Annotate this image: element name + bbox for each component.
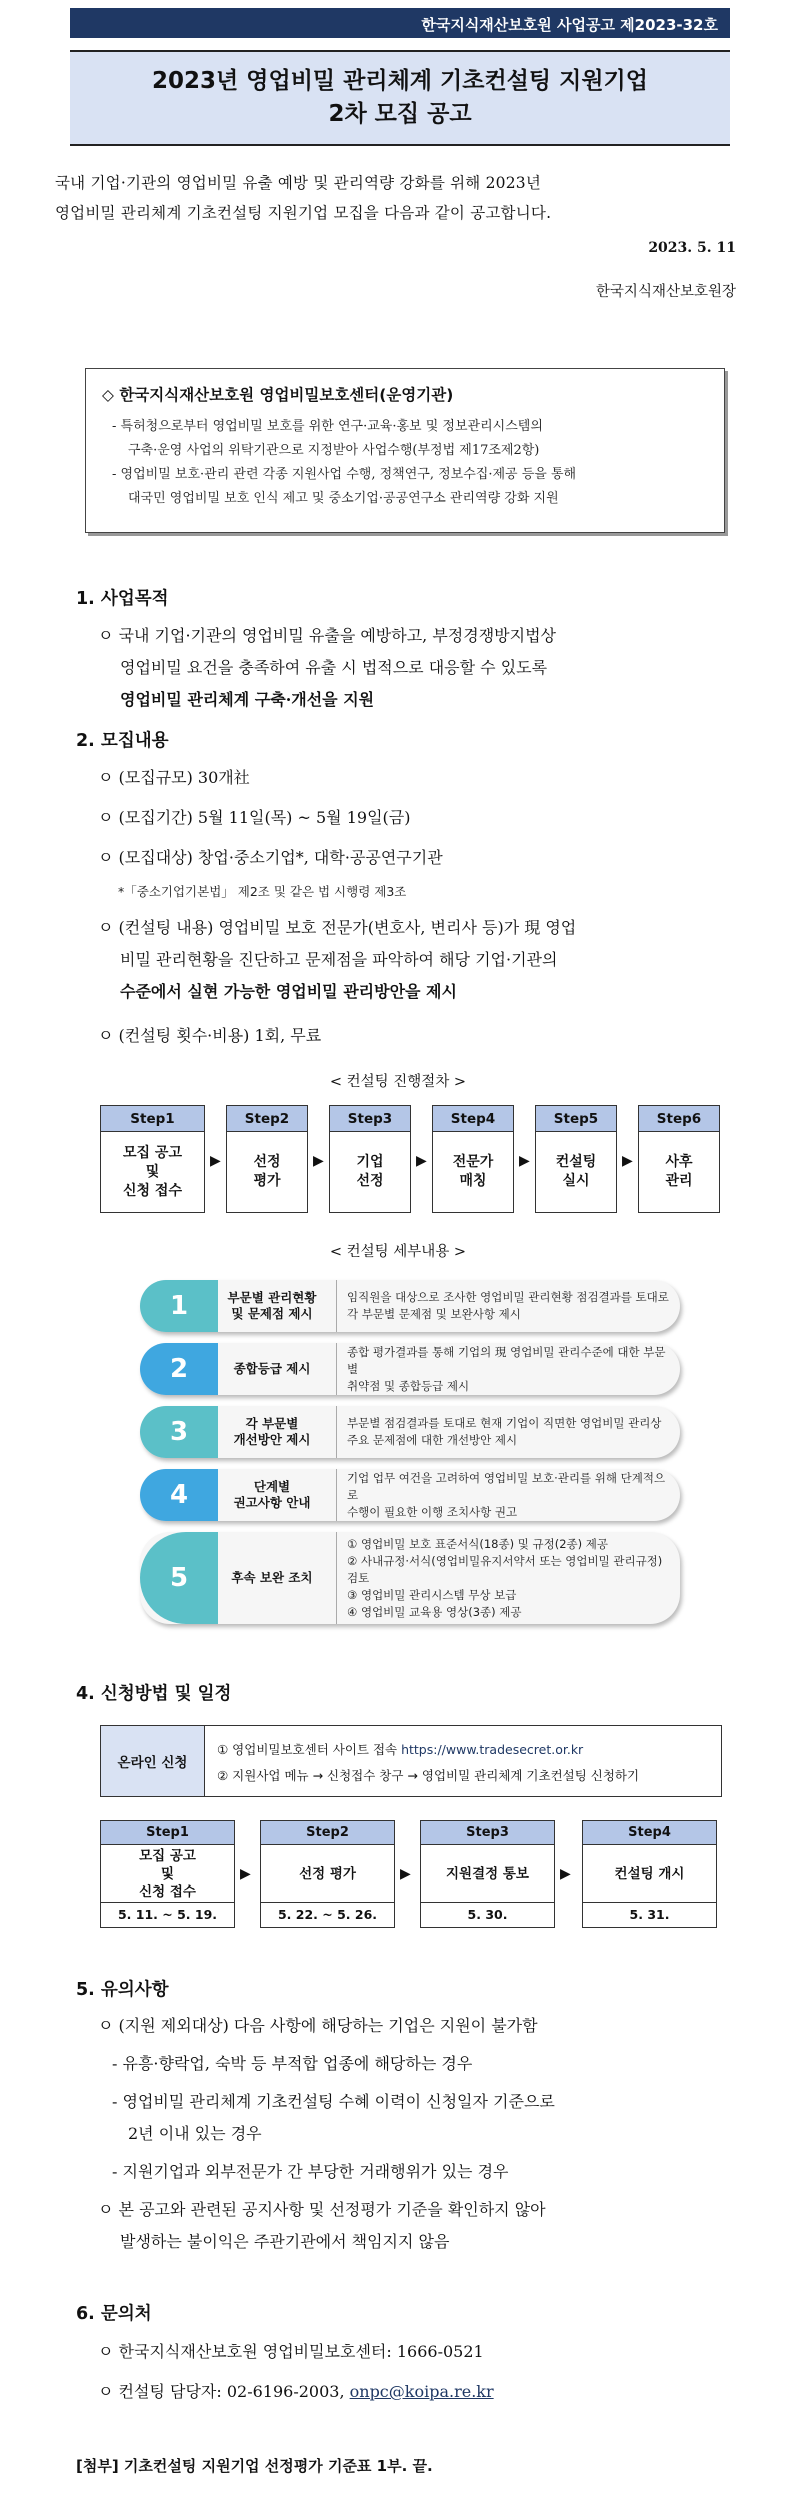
contact-email-link[interactable]: onpc@koipa.re.kr (349, 2382, 494, 2401)
process-step (432, 1105, 514, 1213)
process-step (638, 1105, 720, 1213)
arrow-icon: ▶ (313, 1153, 324, 1169)
arrow-icon: ▶ (560, 1866, 571, 1882)
page-title (70, 50, 730, 146)
agency-info-box (85, 368, 725, 533)
step-label: Step6 (639, 1106, 719, 1132)
detail-number: 5 (140, 1532, 218, 1624)
detail-title: 각 부문별 개선방안 제시 (233, 1416, 311, 1447)
recruit-period: ㅇ (모집기간) 5월 11일(목) ~ 5월 19일(금) (98, 808, 411, 827)
detail-desc: ① 영업비밀 보호 표준서식(18종) 및 규정(2종) 제공 ② 사내규정·서식(영업비밀유지서약서 또는 영업비밀 관리규정) 검토 ③ 영업비밀 관리시스템 무상 보급 ④ 영업비밀 교육용 영상(3종) 제공 (336, 1532, 676, 1624)
step-text: 선정 평가 (253, 1154, 281, 1189)
detail-row (140, 1343, 680, 1395)
section-heading-contact: 6. 문의처 (76, 2304, 152, 2324)
notice-date: 2023. 5. 11 (648, 240, 736, 256)
detail-title: 종합등급 제시 (233, 1361, 311, 1376)
online-application-label: 온라인 신청 (101, 1726, 205, 1796)
step-date: 5. 31. (629, 1907, 670, 1922)
step-date: 5. 30. (467, 1907, 508, 1922)
purpose-text (98, 620, 728, 716)
detail-number: 2 (140, 1343, 218, 1395)
intro-line-2: 영업비밀 관리체계 기초컨설팅 지원기업 모집을 다음과 같이 공고합니다. (55, 204, 552, 222)
detail-number: 4 (140, 1469, 218, 1521)
intro-line-1: 국내 기업·기관의 영업비밀 유출 예방 및 관리역량 강화를 위해 2023년 (55, 174, 542, 192)
detail-desc: 종합 평가결과를 통해 기업의 現 영업비밀 관리수준에 대한 부문별 취약점 및 종합등급 제시 (336, 1343, 676, 1395)
application-step-text: ① 영업비밀보호센터 사이트 접속 (217, 1742, 402, 1757)
step-label: Step5 (536, 1106, 616, 1132)
detail-row (140, 1406, 680, 1458)
issuer-name: 한국지식재산보호원장 (595, 284, 736, 300)
process-step (329, 1105, 411, 1213)
purpose-line: 영업비밀 관리체계 구축·개선을 지원 (120, 690, 375, 709)
step-text: 기업 선정 (356, 1154, 384, 1189)
arrow-icon: ▶ (240, 1866, 251, 1882)
step-date: 5. 11. ~ 5. 19. (117, 1907, 218, 1922)
process-caption: < 컨설팅 진행절차 > (329, 1074, 467, 1090)
consult-line: 비밀 관리현황을 진단하고 문제점을 파악하여 해당 기업·기관의 (120, 950, 558, 969)
agency-desc-line: 구축·운영 사업의 위탁기관으로 지정받아 사업수행(부정법 제17조제2항) (128, 443, 540, 458)
step-text: 선정 평가 (261, 1845, 394, 1903)
consult-line: ㅇ (컨설팅 내용) 영업비밀 보호 전문가(변호사, 변리사 등)가 現 영업 (98, 918, 577, 937)
step-label: Step4 (583, 1821, 716, 1845)
detail-row (140, 1532, 680, 1624)
recruit-scale: ㅇ (모집규모) 30개社 (98, 768, 250, 787)
consult-line: 수준에서 실현 가능한 영업비밀 관리방안을 제시 (120, 982, 457, 1001)
contact-phone: ㅇ 컨설팅 담당자: 02-6196-2003, (98, 2382, 350, 2401)
step-text: 컨설팅 실시 (555, 1154, 597, 1189)
step-text: 지원결정 통보 (421, 1845, 554, 1903)
application-step-line (217, 1740, 583, 1758)
details-caption: < 컨설팅 세부내용 > (329, 1244, 467, 1260)
detail-desc: 기업 업무 여건을 고려하여 영업비밀 보호·관리를 위해 단계적으로 수행이 필요한 이행 조치사항 권고 (336, 1469, 676, 1521)
attachment-note: [첨부] 기초컨설팅 지원기업 선정평가 기준표 1부. 끝. (76, 2457, 433, 2475)
detail-desc: 임직원을 대상으로 조사한 영업비밀 관리현황 점검결과를 토대로 각 부문별 문제점 및 보완사항 제시 (336, 1280, 676, 1332)
process-step (226, 1105, 308, 1213)
notice-number-bar: 한국지식재산보호원 사업공고 제2023-32호 (70, 8, 730, 38)
recruit-target: ㅇ (모집대상) 창업·중소기업*, 대학·공공연구기관 (98, 848, 443, 867)
consult-content (98, 912, 738, 1008)
process-step (535, 1105, 617, 1213)
step-text: 사후 관리 (665, 1154, 693, 1189)
step-label: Step1 (101, 1821, 234, 1845)
consult-count-cost: ㅇ (컨설팅 횟수·비용) 1회, 무료 (98, 1026, 322, 1045)
detail-row (140, 1280, 680, 1332)
detail-row (140, 1469, 680, 1521)
detail-title: 단계별 권고사항 안내 (233, 1479, 311, 1510)
detail-title: 부문별 관리현황 및 문제점 제시 (227, 1290, 317, 1321)
agency-desc-line: - 영업비밀 보호·관리 관련 각종 지원사업 수행, 정책연구, 정보수집·제공 등을 통해 (112, 467, 577, 482)
detail-number: 1 (140, 1280, 218, 1332)
schedule-steps (100, 1820, 720, 1930)
step-text: 전문가 매칭 (452, 1154, 494, 1189)
arrow-icon: ▶ (400, 1866, 411, 1882)
online-application-table (100, 1725, 722, 1797)
step-label: Step2 (227, 1106, 307, 1132)
detail-number: 3 (140, 1406, 218, 1458)
step-label: Step1 (101, 1106, 204, 1132)
recruit-target-note: *「중소기업기본법」 제2조 및 같은 법 시행령 제3조 (118, 884, 407, 899)
contact-person (98, 2376, 738, 2408)
section-heading-notes: 5. 유의사항 (76, 1980, 169, 2000)
note-line: ㅇ 본 공고와 관련된 공지사항 및 선정평가 기준을 확인하지 않아 (98, 2200, 546, 2219)
step-label: Step4 (433, 1106, 513, 1132)
step-label: Step3 (421, 1821, 554, 1845)
process-steps (100, 1105, 720, 1215)
step-text: 모집 공고 및 신청 접수 (101, 1845, 234, 1903)
step-date: 5. 22. ~ 5. 26. (277, 1907, 378, 1922)
agency-desc-line: - 특허청으로부터 영업비밀 보호를 위한 연구·교육·홍보 및 정보관리시스템의 (112, 419, 543, 434)
process-step (100, 1105, 205, 1213)
section-heading-recruitment: 2. 모집내용 (76, 731, 169, 751)
arrow-icon: ▶ (210, 1153, 221, 1169)
agency-desc-line: 대국민 영업비밀 보호 인식 제고 및 중소기업·공공연구소 관리역량 강화 지원 (128, 491, 559, 506)
schedule-step (260, 1820, 395, 1928)
detail-desc: 부문별 점검결과를 토대로 현재 기업이 직면한 영업비밀 관리상 주요 문제점에 대한 개선방안 제시 (336, 1406, 676, 1458)
note-sub: - 지원기업과 외부전문가 간 부당한 거래행위가 있는 경우 (112, 2162, 509, 2181)
note-sub: - 유흥·향락업, 숙박 등 부적합 업종에 해당하는 경우 (112, 2054, 473, 2073)
schedule-step (582, 1820, 717, 1928)
arrow-icon: ▶ (622, 1153, 633, 1169)
step-text: 모집 공고 및 신청 접수 (123, 1144, 182, 1199)
tradesecret-site-link[interactable]: https://www.tradesecret.or.kr (401, 1742, 584, 1757)
detail-title: 후속 보완 조치 (231, 1570, 313, 1585)
schedule-step (100, 1820, 235, 1928)
step-label: Step3 (330, 1106, 410, 1132)
title-line-2: 2차 모집 공고 (328, 101, 472, 127)
section-heading-purpose: 1. 사업목적 (76, 589, 169, 609)
note-sub: 2년 이내 있는 경우 (128, 2124, 262, 2143)
note-line: ㅇ (지원 제외대상) 다음 사항에 해당하는 기업은 지원이 불가함 (98, 2016, 538, 2035)
step-text: 컨설팅 개시 (583, 1845, 716, 1903)
contact-center: ㅇ 한국지식재산보호원 영업비밀보호센터: 1666-0521 (98, 2342, 484, 2361)
note-sub: - 영업비밀 관리체계 기초컨설팅 수혜 이력이 신청일자 기준으로 (112, 2092, 555, 2111)
purpose-line: 영업비밀 요건을 충족하여 유출 시 법적으로 대응할 수 있도록 (120, 658, 548, 677)
step-label: Step2 (261, 1821, 394, 1845)
note-line: 발생하는 불이익은 주관기관에서 책임지지 않음 (120, 2232, 450, 2251)
section-heading-application: 4. 신청방법 및 일정 (76, 1684, 232, 1704)
notes-list (98, 2010, 738, 2258)
arrow-icon: ▶ (519, 1153, 530, 1169)
arrow-icon: ▶ (416, 1153, 427, 1169)
purpose-line: ㅇ 국내 기업·기관의 영업비밀 유출을 예방하고, 부정경쟁방지법상 (98, 626, 557, 645)
intro-text (55, 168, 735, 228)
schedule-step (420, 1820, 555, 1928)
application-step-line: ② 지원사업 메뉴 → 신청접수 창구 → 영업비밀 관리체계 기초컨설팅 신청하기 (217, 1768, 640, 1783)
title-line-1: 2023년 영업비밀 관리체계 기초컨설팅 지원기업 (152, 68, 648, 94)
agency-title: ◇ 한국지식재산보호원 영업비밀보호센터(운영기관) (102, 386, 454, 404)
